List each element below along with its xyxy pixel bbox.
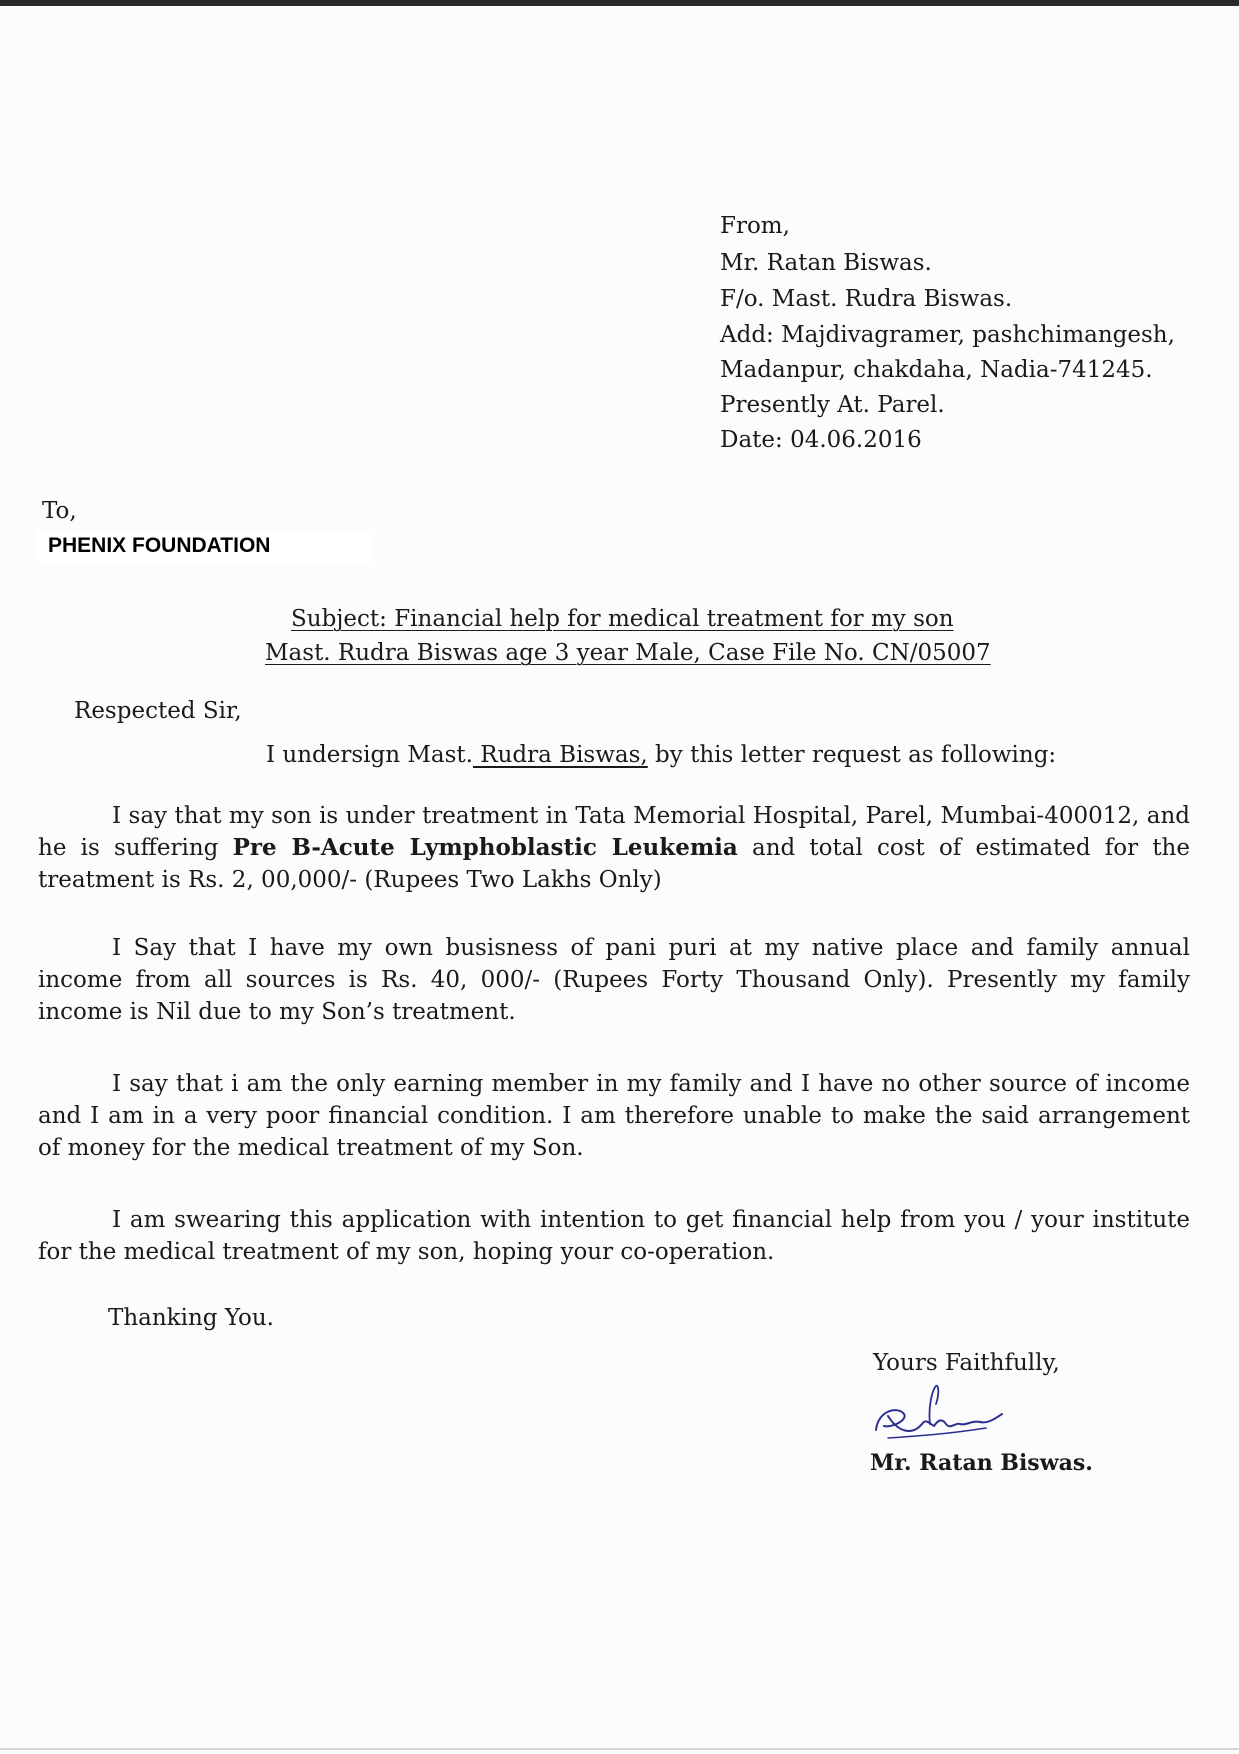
- to-heading: To,: [42, 498, 77, 524]
- sender-address-line1: Add: Majdivagramer, pashchimangesh,: [720, 322, 1175, 348]
- subject-line-2: Mast. Rudra Biswas age 3 year Male, Case File No. CN/05007: [265, 640, 991, 666]
- p1-text-start: I say that my son is under treatment in Tata Memorial Hospital, Parel, Mumbai-400012, and he is suffering: [38, 803, 1190, 861]
- handwritten-signature: [868, 1380, 1008, 1450]
- sender-present-location: Presently At. Parel.: [720, 392, 945, 418]
- p2-text: I Say that I have my own busisness of pani puri at my native place and family annual income from all sources is Rs. 40, 000/- (Rupees Forty Thousand Only). Presently my family income is Nil due to my Son’s treatment.: [38, 935, 1190, 1025]
- paragraph-diagnosis: [38, 800, 1190, 896]
- intro-before: I undersign Mast.: [266, 742, 473, 768]
- sender-name: Mr. Ratan Biswas.: [720, 250, 932, 276]
- addressee-name: PHENIX FOUNDATION: [36, 530, 374, 562]
- from-heading: From,: [720, 213, 790, 239]
- valediction: Yours Faithfully,: [873, 1350, 1060, 1376]
- intro-child-name: Rudra Biswas,: [472, 742, 648, 768]
- paragraph-income: [38, 932, 1190, 1028]
- sender-address-line2: Madanpur, chakdaha, Nadia-741245.: [720, 357, 1153, 383]
- scan-bottom-edge: [0, 1748, 1239, 1750]
- salutation: Respected Sir,: [74, 698, 242, 724]
- diagnosis: Pre B-Acute Lymphoblastic Leukemia: [232, 834, 738, 861]
- intro-after: by this letter request as following:: [647, 742, 1057, 768]
- thanks-line: Thanking You.: [108, 1305, 274, 1331]
- sender-relation: F/o. Mast. Rudra Biswas.: [720, 286, 1013, 312]
- p3-text: I say that i am the only earning member in my family and I have no other source of income and I am in a very poor financial condition. I am therefore unable to make the said arrangement of money for the medical treatment of my Son.: [38, 1071, 1190, 1161]
- subject-line-1: Subject: Financial help for medical treatment for my son: [291, 606, 954, 632]
- letter-date: Date: 04.06.2016: [720, 427, 922, 453]
- signatory-name: Mr. Ratan Biswas.: [870, 1450, 1093, 1476]
- p4-text: I am swearing this application with intention to get financial help from you / your institute for the medical treatment of my son, hoping your co-operation.: [38, 1207, 1190, 1265]
- p1-text-end: and total cost of estimated for the treatment is Rs. 2, 00,000/- (Rupees Two Lakhs Only): [38, 835, 1190, 893]
- paragraph-request: [38, 1204, 1190, 1268]
- scan-top-edge: [0, 0, 1239, 6]
- paragraph-condition: [38, 1068, 1190, 1164]
- intro-line: [266, 740, 1056, 770]
